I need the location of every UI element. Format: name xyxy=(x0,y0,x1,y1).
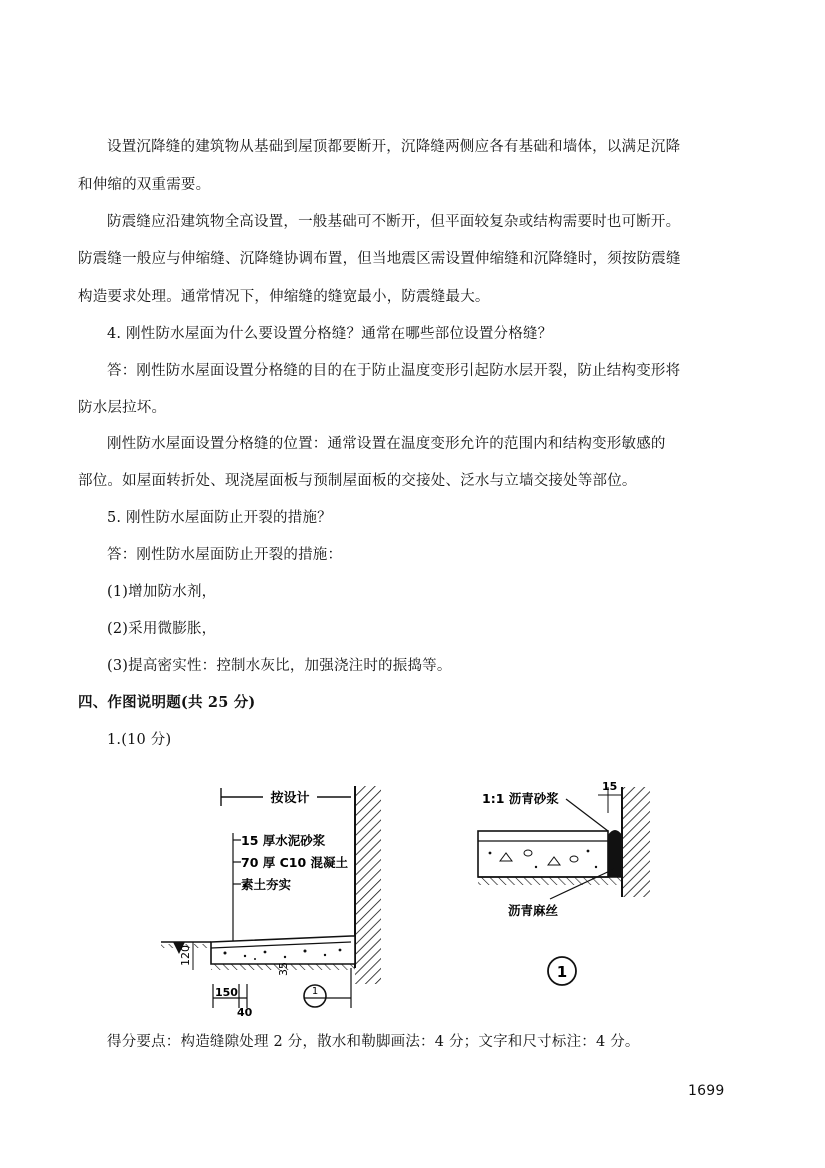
callout-1-right: 1 xyxy=(556,963,568,981)
question-label: 1.(10 分) xyxy=(107,732,172,748)
paragraph-line-3: 防震缝应沿建筑物全高设置，一般基础可不断开，但平面较复杂或结构需要时也可断开。 xyxy=(107,214,681,230)
dim-35: 35 xyxy=(277,962,290,976)
page-number: 1699 xyxy=(688,1083,725,1099)
answer-4-line-2: 防水层拉坏。 xyxy=(78,400,167,416)
label-asphalt-mortar: 1:1 沥青砂浆 xyxy=(482,791,559,806)
answer-4-line-4: 部位。如屋面转折处、现浇屋面板与预制屋面板的交接处、泛水与立墙交接处等部位。 xyxy=(78,473,637,489)
paragraph-line-4: 防震缝一般应与伸缩缝、沉降缝协调布置，但当地震区需设置伸缩缝和沉降缝时，须按防震缝 xyxy=(78,251,681,267)
label-asphalt-hemp: 沥青麻丝 xyxy=(508,903,559,918)
dim-120: 120 xyxy=(179,945,192,966)
figure-apron-detail xyxy=(155,778,385,1023)
paragraph-line-2: 和伸缩的双重需要。 xyxy=(78,177,211,193)
scoring-points: 得分要点：构造缝隙处理 2 分，散水和勒脚画法：4 分；文字和尺寸标注：4 分。 xyxy=(107,1034,640,1050)
label-by-design: 按设计 xyxy=(270,791,310,806)
paragraph-line-1: 设置沉降缝的建筑物从基础到屋顶都要断开，沉降缝两侧应各有基础和墙体，以满足沉降 xyxy=(107,139,681,155)
question-4: 4. 刚性防水屋面为什么要设置分格缝？通常在哪些部位设置分格缝？ xyxy=(107,326,553,342)
answer-4-line-3: 刚性防水屋面设置分格缝的位置：通常设置在温度变形允许的范围内和结构变形敏感的 xyxy=(107,436,666,452)
dim-15: 15 xyxy=(602,780,618,793)
callout-1-left: 1 xyxy=(311,986,319,997)
paragraph-line-5: 构造要求处理。通常情况下，伸缩缝的缝宽最小，防震缝最大。 xyxy=(78,289,490,305)
layer-2-label: 70 厚 C10 混凝土 xyxy=(241,855,349,870)
dim-150: 150 xyxy=(215,986,238,999)
answer-5-item-1: (1)增加防水剂， xyxy=(107,584,217,600)
layer-3-label: 素土夯实 xyxy=(241,877,292,892)
answer-4-line-1: 答：刚性防水屋面设置分格缝的目的在于防止温度变形引起防水层开裂，防止结构变形将 xyxy=(107,363,681,379)
section-title: 四、作图说明题(共 25 分) xyxy=(78,694,256,711)
answer-5-item-3: (3)提高密实性：控制水灰比，加强浇注时的振捣等。 xyxy=(107,658,452,674)
layer-1-label: 15 厚水泥砂浆 xyxy=(241,833,326,848)
question-5: 5. 刚性防水屋面防止开裂的措施？ xyxy=(107,510,332,526)
dim-40: 40 xyxy=(237,1006,253,1019)
answer-5-intro: 答：刚性防水屋面防止开裂的措施： xyxy=(107,547,343,563)
answer-5-item-2: (2)采用微膨胀， xyxy=(107,621,217,637)
figure-joint-detail xyxy=(470,773,660,998)
